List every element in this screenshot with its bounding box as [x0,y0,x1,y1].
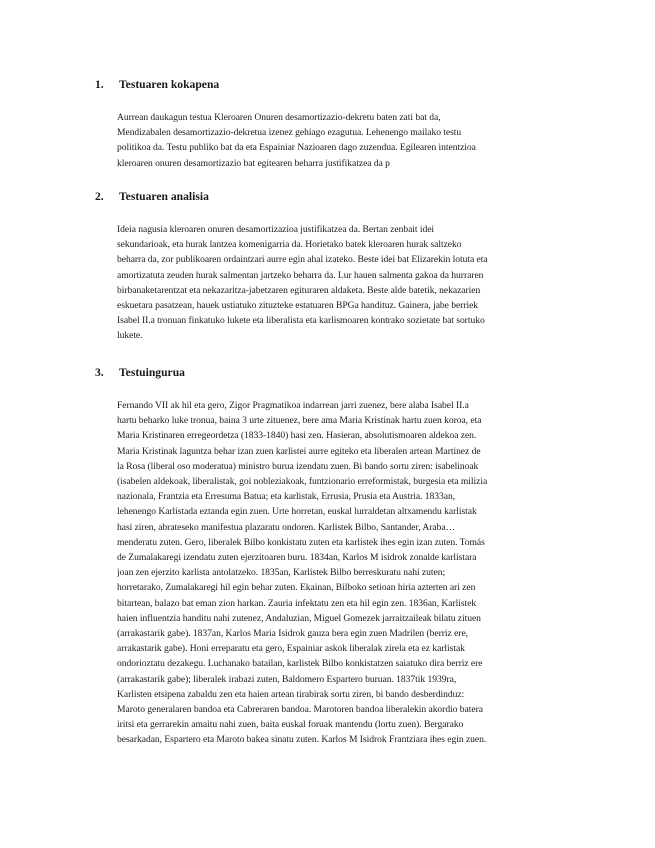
text-line: la Rosa (liberal oso moderatua) ministro burua izendatu zuen. Bi bando sortu ziren: isabelinoak [117,460,479,472]
text-line: Fernando VII ak hil eta gero, Zigor Pragmatikoa indarrean jarri zuenez, bere alaba Isabel II.a [117,400,469,411]
text-line: Karlisten etsipena zabaldu zen eta haien artean tirabirak sortu ziren, bi bando desberdinduz: [117,688,465,700]
text-line: menderatu zuten. Gero, liberalek Bilbo konkistatu zuten eta karlistek ihes egin izan zuten. Tomás [117,536,485,548]
text-line: hasi ziren, abrateseko manifestua plazaratu ondoren. Karlistek Bilbo, Santander, Araba… [117,521,456,533]
text-line: amortizatuta zeuden hurak salmentan jartzeko beharra da. Lur hauen salmenta gakoa da hurraren [117,269,484,281]
section-3-body [117,398,579,748]
text-line: lukete. [117,330,143,342]
section-1-title: Testuaren kokapena [119,78,220,91]
text-line: (arrakastarik gabe). 1837an, Karlos Maria Isidrok gauza bera egin zuen Madrilen (berriz ere, [117,628,469,640]
text-line: kleroaren onuren desamortizazio bat egitearen beharra justifikatzea da p [117,157,390,169]
text-line: politikoa da. Testu publiko bat da eta Espainiar Nazioaren dago zuzendua. Egilearen intentzioa [117,142,476,154]
text-line: besarkadan, Espartero eta Maroto bakea sinatu zuten. Karlos M Isidrok Frantziara ihes egin zuen. [117,734,487,746]
text-line: (isabelen aldekoak, liberalistak, goi nobleziakoak, funtzionario erreformistak, burgesia eta milizia [117,476,488,488]
text-line: Maria Kristinak laguntza behar izan zuen karlistei aurre egiteko eta liberalen artean Martinez de [117,445,481,457]
text-line: sekundarioak, eta hurak lantzea komenigarria da. Horietako batek kleroaren hurak saltzeko [117,239,462,251]
text-line: Mendizabalen desamortizazio-dekretua izenez gehiago ezagutua. Lehenengo mailako testu [117,127,462,139]
section-1-heading [95,78,219,92]
text-line: ondorioztatu dezakegu. Luchanako batailan, karlistek Bilbo konkistatzen saiatuko dira berriz ere [117,658,483,670]
text-line: birbanaketarentzat eta nekazaritza-jabetzaren egituraren aldaketa. Beste alde batetik, nekazarien [117,284,481,296]
section-2-title: Testuaren analisia [119,190,209,203]
text-line: iritsi eta gerrarekin amaitu nahi zuen, baita euskal foruak mantendu (lortu zuen). Bergarako [117,719,464,731]
section-3-title: Testuinguruа [119,366,185,379]
text-line: Maroto generalaren bandoa eta Cabreraren bandoa. Marotoren bandoa liberalekin akordio batera [117,704,483,716]
text-line: hartu beharko luke tronua, baina 3 urte zituenez, bere ama Maria Kristinak hartu zuen koroa, eta [117,415,482,427]
text-line: nazionala, Frantzia eta Erresuma Batua; eta karlistak, Errusia, Prusia eta Austria. 1833an, [117,491,456,503]
section-3-heading [95,366,185,380]
text-line: eskuetara pasatzean, hauek ustiatuko zituzteke estatuaren BPGa handituz. Gainera, jabe berriek [117,300,479,312]
text-line: lehenengo Karlistada eztanda egin zuen. Urte horretan, euskal lurraldetan altxamendu karlistak [117,506,477,518]
section-2-body [117,222,579,344]
text-line: beharra da, zor publikoaren ordaintzari aurre egin ahal izateko. Beste idei bat Elizarekin lotuta eta [117,254,488,266]
section-3-number: 3. [95,366,104,379]
text-line: Aurrean daukagun testua Kleroaren Onuren desamortizazio-dekretu baten zati bat da, [117,112,441,123]
text-line: de Zumalakaregi izendatu zuten ejerzitoaren buru. 1834an, Karlos M isidrok zonalde karlistara [117,552,477,564]
text-line: (arrakastarik gabe); liberalek irabazi zuten, Baldomero Espartero buruan. 1837tik 1939ra, [117,673,457,685]
text-line: Maria Kristinaren erregeordetza (1833-1840) hasi zen. Hasieran, absolutismoaren aldekoa zen. [117,430,477,442]
section-2-heading [95,190,209,204]
text-line: bitartean, balazo bat eman zion harkan. Zauria infektatu zen eta hil egin zen. 1836an, Karlistek [117,597,477,609]
section-2-number: 2. [95,190,104,203]
section-1-body [117,110,579,171]
text-line: Ideia nagusia kleroaren onuren desamortizazioa justifikatzea da. Bertan zenbait idei [117,224,435,235]
text-line: arrakastarik gabe). Honi erreparatu eta gero, Espainiar askok liberalak zirela eta ez karlistak [117,643,465,655]
text-line: joan zen ejerzito karlista antolatzeko. 1835an, Karlistek Bilbo berreskuratu nahi zuten; [117,567,446,579]
text-line: haien influentzia handitu nahi zutenez, Andaluzian, Miguel Gomezek jarraitzaileak bilatu zituen [117,612,481,624]
section-1-number: 1. [95,78,104,91]
text-line: Isabel II.a tronuan finkatuko lukete eta liberalista eta karlismoaren kontrako sozietate bat sortuko [117,315,485,327]
text-line: horretarako, Zumalakaregi hil egin behar zuten. Ekainan, Bilboko setioan hiria azterten ari zen [117,582,476,594]
